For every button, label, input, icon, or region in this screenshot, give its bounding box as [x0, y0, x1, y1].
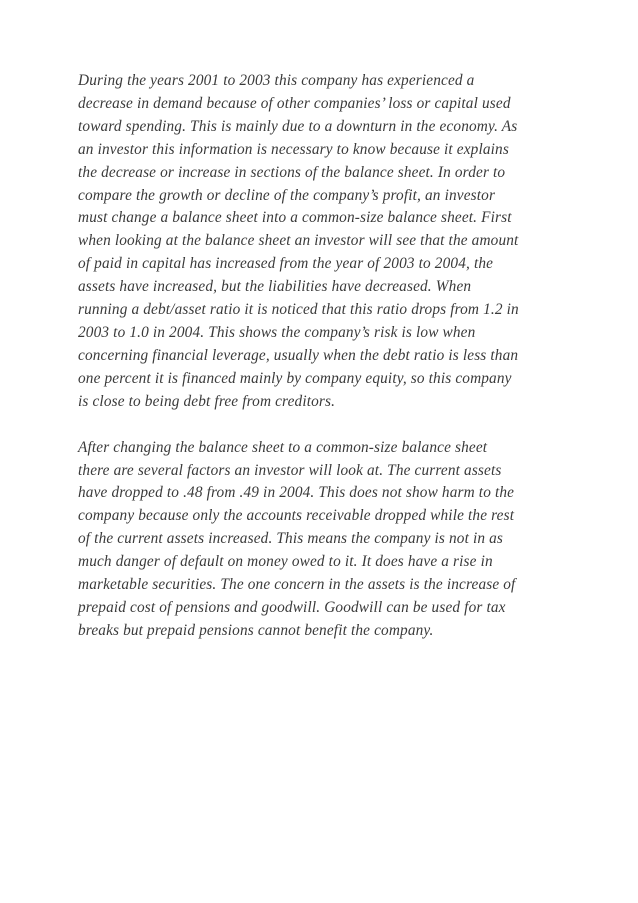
text-line: must change a balance sheet into a common-size balance sheet. First	[78, 209, 512, 227]
text-line: of paid in capital has increased from the year of 2003 to 2004, the	[78, 255, 494, 273]
text-line: running a debt/asset ratio it is noticed that this ratio drops from 1.2 in	[78, 301, 519, 319]
text-line: decrease in demand because of other companies’ loss or capital used	[78, 94, 511, 112]
text-line: toward spending. This is mainly due to a downturn in the economy. As	[78, 117, 518, 135]
document-body	[78, 70, 568, 643]
text-line: compare the growth or decline of the company’s profit, an investor	[78, 186, 496, 204]
text-line: After changing the balance sheet to a common-size balance sheet	[78, 438, 488, 456]
text-line: the decrease or increase in sections of the balance sheet. In order to	[78, 163, 506, 181]
text-line: marketable securities. The one concern in the assets is the increase of	[78, 576, 516, 594]
text-line: have dropped to .48 from .49 in 2004. This does not show harm to the	[78, 484, 515, 502]
text-line: assets have increased, but the liabilities have decreased. When	[78, 278, 472, 296]
text-line: concerning financial leverage, usually when the debt ratio is less than	[78, 346, 519, 364]
text-line: an investor this information is necessary to know because it explains	[78, 140, 509, 158]
text-line: company because only the accounts receivable dropped while the rest	[78, 507, 515, 525]
text-line: when looking at the balance sheet an investor will see that the amount	[78, 232, 519, 250]
text-line: of the current assets increased. This means the company is not in as	[78, 530, 504, 548]
text-line: breaks but prepaid pensions cannot benefit the company.	[78, 621, 434, 639]
text-line: much danger of default on money owed to it. It does have a rise in	[78, 553, 493, 571]
paragraph-2	[78, 437, 568, 643]
text-line: is close to being debt free from creditors.	[78, 392, 336, 410]
text-line: During the years 2001 to 2003 this company has experienced a	[78, 72, 475, 89]
paragraph-1	[78, 70, 568, 414]
text-line: prepaid cost of pensions and goodwill. Goodwill can be used for tax	[78, 598, 506, 616]
text-line: 2003 to 1.0 in 2004. This shows the company’s risk is low when	[78, 323, 476, 341]
text-line: there are several factors an investor will look at. The current assets	[78, 461, 502, 479]
text-line: one percent it is financed mainly by company equity, so this company	[78, 369, 512, 387]
